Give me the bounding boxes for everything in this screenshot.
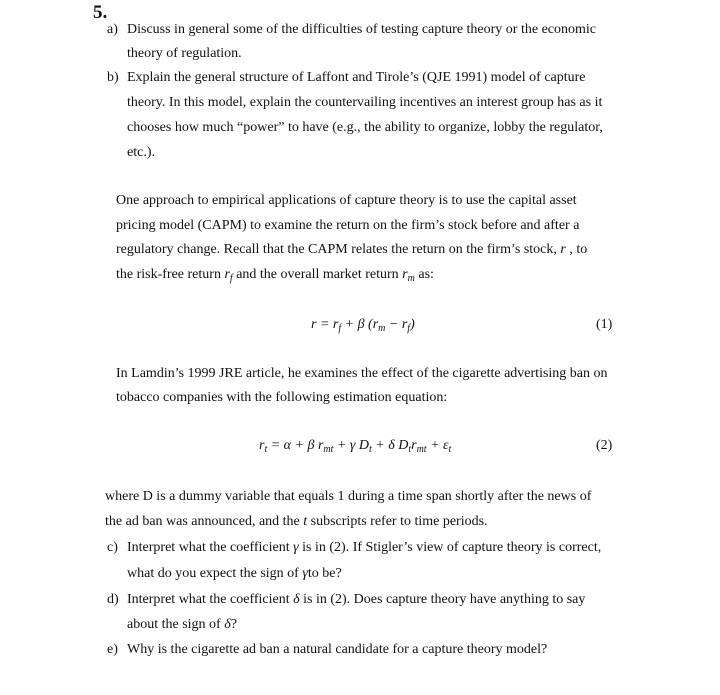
dummy-para-line-2: the ad ban was announced, and the t subscripts refer to time periods. — [105, 514, 488, 529]
equation-1-number: (1) — [596, 317, 613, 332]
equation-2: $r_t = \alpha + \beta$ $r_{mt} + \gamma$ $D_t + \delta$ $D_tr_{mt} + \varepsilon_t$ — [259, 438, 452, 455]
item-a-line-1: Discuss in general some of the difficulties of testing capture theory or the economic — [127, 22, 596, 37]
item-a-label: a) — [107, 22, 118, 37]
item-a-line-2: theory of regulation. — [127, 46, 242, 61]
item-e-line-1: Why is the cigarette ad ban a natural candidate for a capture theory model? — [127, 642, 548, 657]
item-d-label: d) — [107, 592, 119, 607]
item-b-line-3: chooses how much “power” to have (e.g., the ability to organize, lobby the regulator, — [127, 120, 603, 135]
dummy-para-line-1: where D is a dummy variable that equals 1 during a time span shortly after the news of — [105, 489, 592, 504]
item-c-line-1: Interpret what the coefficient γ is in (2). If Stigler’s view of capture theory is correct, — [127, 540, 602, 555]
item-c-line-2: what do you expect the sign of γto be? — [127, 566, 342, 581]
equation-2-number: (2) — [596, 438, 613, 453]
capm-para-line-1: One approach to empirical applications of capture theory is to use the capital asset — [116, 193, 577, 208]
item-b-line-1: Explain the general structure of Laffont and Tirole’s (QJE 1991) model of capture — [127, 70, 586, 85]
lamdin-para-line-2: tobacco companies with the following estimation equation: — [116, 390, 448, 405]
item-b-line-4: etc.). — [127, 145, 155, 160]
item-d-line-2: about the sign of δ? — [127, 617, 237, 632]
item-e-label: e) — [107, 642, 118, 657]
capm-para-line-3: regulatory change. Recall that the CAPM relates the return on the firm’s stock, r , to — [116, 242, 588, 257]
question-number: 5. — [93, 2, 108, 23]
capm-para-line-4: the risk-free return $r_f$ and the overall market return $r_m$ as: — [116, 267, 434, 284]
item-b-line-2: theory. In this model, explain the countervailing incentives an interest group has as it — [127, 95, 603, 110]
capm-para-line-2: pricing model (CAPM) to examine the return on the firm’s stock before and after a — [116, 218, 580, 233]
item-b-label: b) — [107, 70, 119, 85]
item-d-line-1: Interpret what the coefficient δ is in (2). Does capture theory have anything to say — [127, 592, 586, 607]
item-c-label: c) — [107, 540, 118, 555]
equation-1: $r = r_f + \beta$ $(r_m - r_f)$ — [311, 317, 415, 334]
lamdin-para-line-1: In Lamdin’s 1999 JRE article, he examines the effect of the cigarette advertising ban on — [116, 366, 608, 381]
